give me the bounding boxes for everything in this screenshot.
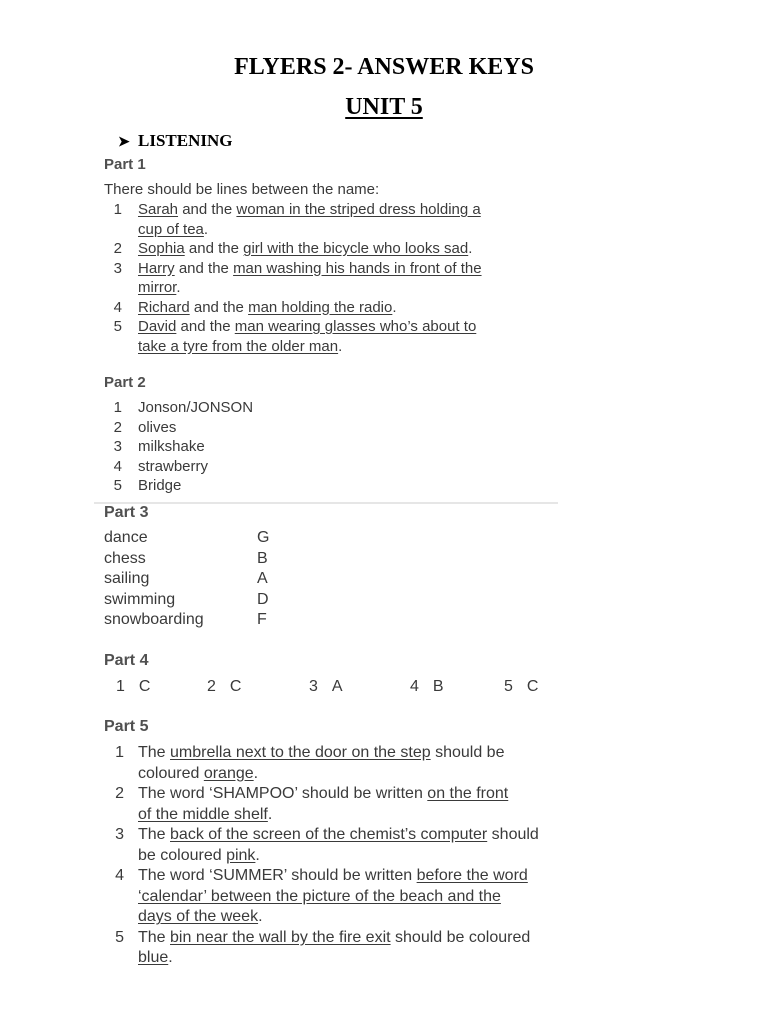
- item-number: 1: [115, 744, 124, 761]
- item-text: milkshake: [138, 438, 205, 455]
- item-number: 1: [116, 678, 125, 695]
- list-item: [104, 418, 404, 438]
- underlined-answer: David: [138, 318, 177, 335]
- line-text: The: [138, 928, 171, 946]
- list-item: [104, 398, 404, 418]
- underlined-answer: on the front: [427, 785, 509, 802]
- item-line: [104, 337, 544, 357]
- underlined-answer: mirror: [138, 279, 177, 296]
- underlined-answer: before the word: [416, 867, 528, 884]
- item-number: 5: [504, 678, 513, 695]
- line-text: The word ‘SHAMPOO’ should be written: [138, 785, 428, 802]
- list-item: [104, 239, 544, 259]
- match-letter: D: [257, 590, 269, 608]
- section-heading: [118, 131, 232, 151]
- item-line: [104, 928, 554, 949]
- list-item: [104, 866, 554, 928]
- line-text: and the: [184, 240, 244, 257]
- underlined-answer: pink: [226, 846, 256, 864]
- item-number: 2: [113, 240, 122, 257]
- item-line: [104, 825, 554, 846]
- answer-letter: C: [229, 678, 242, 695]
- list-item: [104, 784, 554, 825]
- item-number: 3: [309, 678, 318, 695]
- line-text: should be: [430, 744, 505, 761]
- line-text: .: [258, 908, 263, 925]
- item-number: 2: [113, 418, 122, 436]
- item-number: 2: [115, 785, 124, 802]
- item-line: [104, 887, 554, 908]
- line-text: and the: [178, 201, 237, 218]
- underlined-answer: take a tyre from the older man: [138, 337, 339, 355]
- match-letter: A: [257, 570, 268, 587]
- item-number: 1: [113, 399, 122, 416]
- match-word: swimming: [104, 590, 176, 608]
- answer-cell: [410, 678, 444, 696]
- underlined-answer: man wearing glasses who’s about to: [234, 318, 477, 335]
- item-line: [104, 259, 544, 279]
- item-line: [104, 805, 554, 826]
- section-label: LISTENING: [138, 131, 233, 150]
- match-word: sailing: [104, 570, 150, 587]
- item-line: [104, 743, 554, 764]
- part5-list: [104, 743, 554, 969]
- line-text: be coloured: [138, 846, 227, 864]
- item-line: [104, 784, 554, 805]
- line-text: .: [253, 764, 259, 782]
- item-text: Jonson/JONSON: [138, 399, 254, 416]
- line-text: .: [468, 240, 473, 257]
- list-item: [104, 928, 554, 969]
- underlined-answer: ‘calendar’ between the picture of the beach and the: [138, 887, 501, 905]
- item-line: [104, 239, 544, 259]
- divider-line: [94, 502, 558, 504]
- line-text: .: [338, 337, 343, 355]
- match-row: [104, 610, 304, 631]
- match-row: [104, 549, 304, 570]
- item-number: 3: [115, 826, 124, 843]
- underlined-answer: cup of tea: [138, 220, 204, 238]
- part3-list: [104, 528, 304, 631]
- item-number: 2: [207, 678, 216, 695]
- answer-cell: [309, 678, 343, 696]
- match-word: dance: [104, 529, 148, 546]
- line-text: The word ‘SUMMER’ should be written: [138, 867, 417, 884]
- match-word: chess: [104, 549, 146, 567]
- line-text: should: [487, 826, 539, 843]
- line-text: and the: [189, 298, 249, 316]
- item-number: 4: [113, 457, 122, 475]
- item-number: 5: [113, 477, 122, 494]
- underlined-answer: blue: [138, 949, 169, 966]
- item-line: [104, 220, 544, 240]
- match-row: [104, 528, 304, 549]
- item-number: 4: [113, 298, 122, 316]
- line-text: .: [168, 949, 173, 966]
- part2-list: [104, 398, 404, 496]
- item-number: 5: [113, 318, 122, 335]
- part5-heading: Part 5: [104, 718, 149, 735]
- underlined-answer: Harry: [138, 259, 175, 277]
- match-letter: F: [257, 611, 267, 628]
- list-item: [104, 437, 404, 457]
- answer-letter: C: [138, 678, 151, 695]
- item-text: olives: [138, 418, 177, 436]
- match-letter: G: [257, 529, 270, 546]
- line-text: and the: [176, 318, 235, 335]
- item-line: [104, 200, 544, 220]
- list-item: [104, 743, 554, 784]
- document-title: FLYERS 2- ANSWER KEYS: [234, 54, 534, 80]
- item-line: [104, 278, 544, 298]
- underlined-answer: Richard: [138, 298, 190, 316]
- list-item: [104, 825, 554, 866]
- item-number: 5: [115, 928, 124, 946]
- match-row: [104, 569, 304, 590]
- match-word: snowboarding: [104, 611, 204, 628]
- answer-letter: A: [331, 678, 343, 695]
- line-text: .: [176, 279, 181, 296]
- item-text: strawberry: [138, 457, 209, 475]
- underlined-answer: man washing his hands in front of the: [233, 259, 482, 277]
- underlined-answer: woman in the striped dress holding a: [236, 201, 481, 218]
- line-text: .: [267, 805, 273, 823]
- list-item: [104, 298, 544, 318]
- match-row: [104, 590, 304, 611]
- line-text: .: [392, 298, 397, 316]
- line-text: and the: [174, 259, 234, 277]
- line-text: .: [203, 220, 209, 238]
- part2-heading: Part 2: [104, 374, 146, 391]
- list-item: [104, 476, 404, 496]
- underlined-answer: orange: [203, 764, 254, 782]
- underlined-answer: girl with the bicycle who looks sad: [243, 240, 469, 257]
- item-line: [104, 907, 554, 928]
- item-number: 4: [410, 678, 419, 695]
- list-item: [104, 259, 544, 298]
- item-text: Bridge: [138, 477, 182, 494]
- part1-heading: Part 1: [104, 156, 146, 173]
- item-line: [104, 317, 544, 337]
- list-item: [104, 457, 404, 477]
- line-text: The: [138, 826, 171, 843]
- underlined-answer: Sarah: [138, 201, 179, 218]
- part3-heading: Part 3: [104, 504, 149, 521]
- arrow-bullet-icon: ➤: [118, 135, 130, 150]
- underlined-answer: days of the week: [138, 908, 259, 925]
- item-line: [104, 298, 544, 318]
- underlined-answer: umbrella next to the door on the step: [170, 744, 431, 761]
- item-line: [104, 764, 554, 785]
- list-item: [104, 317, 544, 356]
- answer-cell: [504, 678, 538, 696]
- part4-heading: Part 4: [104, 652, 149, 669]
- item-number: 3: [113, 259, 122, 277]
- line-text: .: [255, 846, 260, 864]
- item-number: 4: [115, 867, 124, 884]
- line-text: coloured: [138, 764, 204, 782]
- line-text: The: [138, 744, 171, 761]
- underlined-answer: Sophia: [138, 240, 185, 257]
- answer-cell: [116, 678, 150, 696]
- part1-intro: There should be lines between the name:: [104, 181, 380, 198]
- item-line: [104, 846, 554, 867]
- match-letter: B: [257, 549, 268, 567]
- item-number: 3: [113, 438, 122, 455]
- underlined-answer: man holding the radio: [248, 298, 393, 316]
- item-line: [104, 866, 554, 887]
- part4-list: [104, 678, 554, 700]
- list-item: [104, 200, 544, 239]
- item-line: [104, 948, 554, 969]
- part1-list: [104, 200, 544, 356]
- underlined-answer: bin near the wall by the fire exit: [170, 928, 391, 946]
- line-text: should be coloured: [390, 928, 531, 946]
- underlined-answer: of the middle shelf: [138, 805, 268, 823]
- underlined-answer: back of the screen of the chemist’s computer: [170, 826, 488, 843]
- answer-cell: [207, 678, 241, 696]
- answer-letter: B: [432, 678, 444, 695]
- unit-heading: UNIT 5: [345, 94, 423, 120]
- item-number: 1: [113, 201, 122, 218]
- answer-letter: C: [526, 678, 539, 695]
